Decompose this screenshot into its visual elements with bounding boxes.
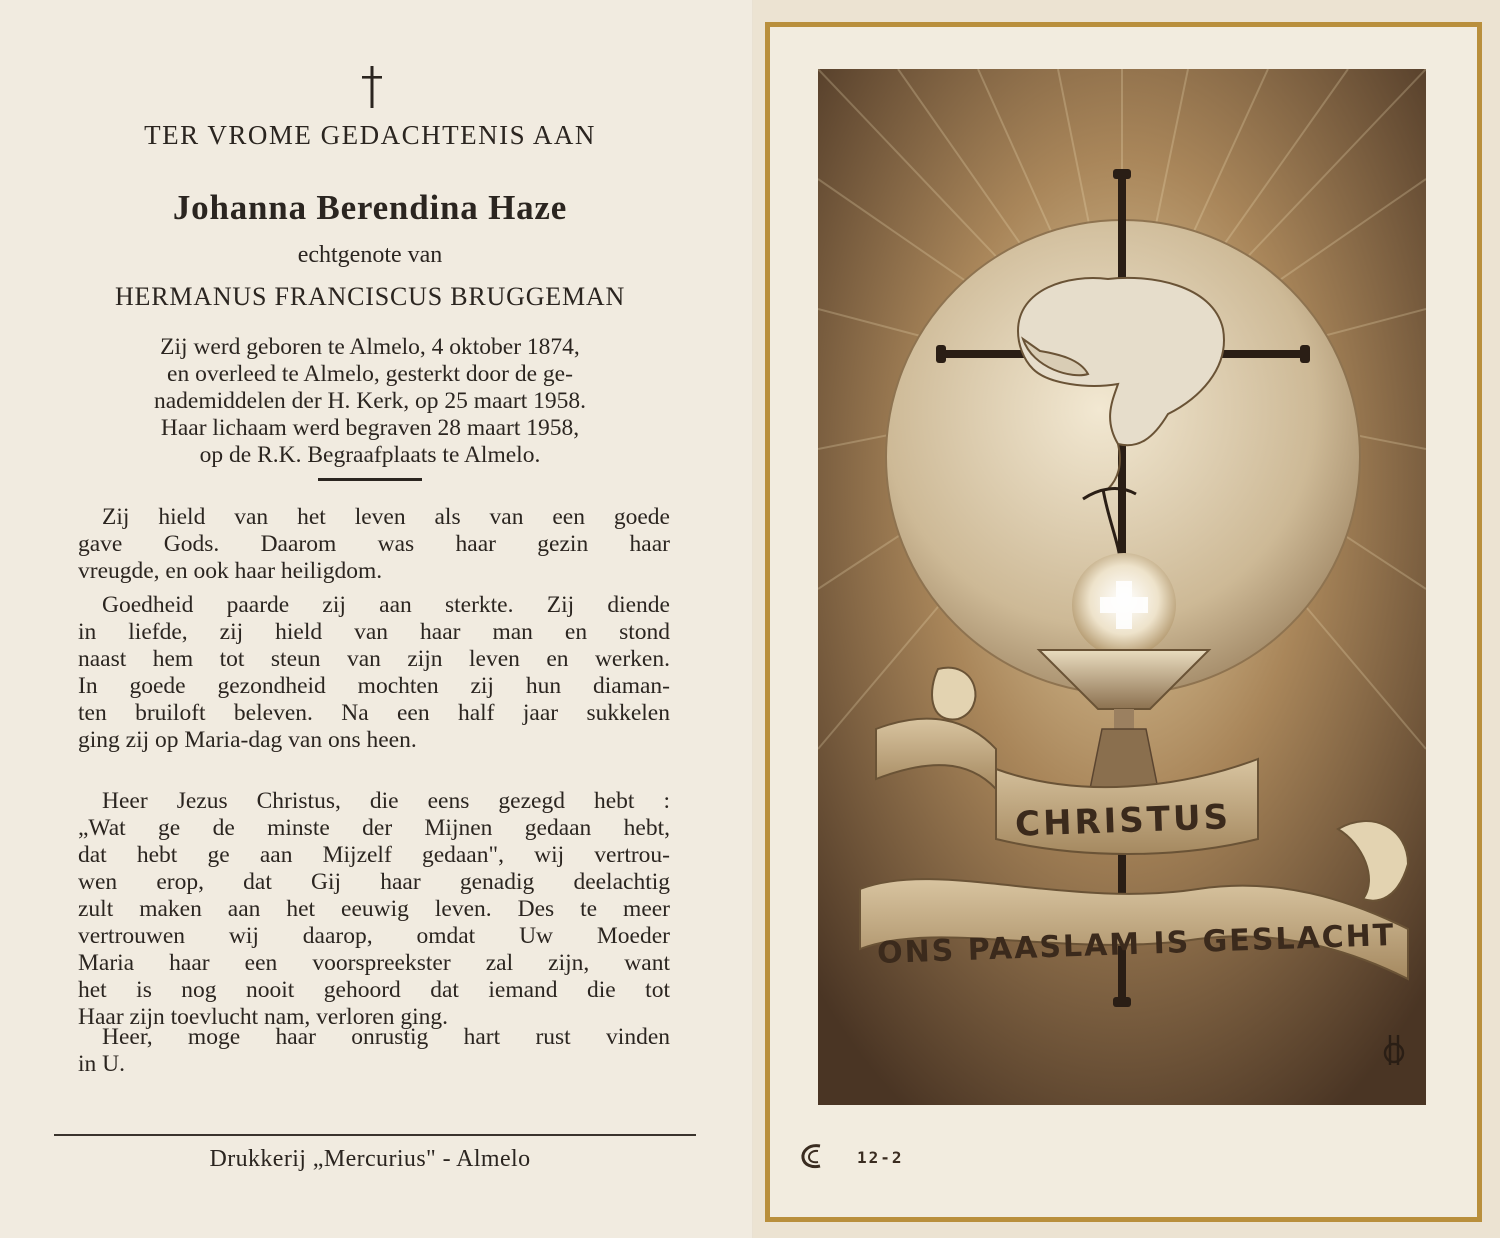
paragraph-goodness — [78, 592, 670, 754]
text-line: vreugde, en ook haar heiligdom. — [78, 558, 383, 584]
separator-rule — [318, 478, 422, 481]
footer-rule — [54, 1134, 696, 1136]
text-line: vertrouwen wij daarop, omdat Uw Moeder — [78, 923, 670, 949]
text-line: ten bruiloft beleven. Na een half jaar sukkelen — [78, 700, 670, 726]
text-line: dat hebt ge aan Mijzelf gedaan", wij vertrou- — [78, 842, 670, 868]
text-line: in liefde, zij hield van haar man en stond — [78, 619, 670, 645]
publisher-mark-icon — [800, 1142, 824, 1170]
text-line: Zij hield van het leven als van een goede — [102, 504, 670, 530]
catalog-number: 12-2 — [857, 1148, 904, 1167]
ribbon-text-christus: CHRISTUS — [1014, 797, 1232, 845]
bio-line: op de R.K. Begraafplaats te Almelo. — [199, 442, 541, 468]
text-line: wen erop, dat Gij haar genadig deelachtig — [78, 869, 670, 895]
paragraph-prayer — [78, 788, 670, 1031]
text-line: „Wat ge de minste der Mijnen gedaan hebt, — [78, 815, 670, 841]
bio-line: nademiddelen der H. Kerk, op 25 maart 1958. — [153, 388, 586, 414]
text-line: ging zij op Maria-dag van ons heen. — [78, 727, 417, 753]
chalice-stem — [1114, 709, 1134, 729]
printer-credit: Drukkerij „Mercurius" - Almelo — [209, 1146, 531, 1172]
bio-line: Zij werd geboren te Almelo, 4 oktober 1874, — [160, 334, 580, 360]
biography-block — [70, 334, 670, 469]
chalice-base — [1090, 729, 1158, 789]
text-line: gave Gods. Daarom was haar gezin haar — [78, 531, 670, 557]
spouse-name: HERMANUS FRANCISCUS BRUGGEMAN — [114, 282, 626, 311]
bio-line: Haar lichaam werd begraven 28 maart 1958, — [160, 415, 580, 441]
memorial-heading: TER VROME GEDACHTENIS AAN — [144, 120, 596, 150]
cross-icon — [362, 66, 382, 108]
paragraph-life — [78, 504, 670, 585]
text-line: het is nog nooit gehoord dat iemand die tot — [78, 977, 670, 1003]
text-line: Maria haar een voorspreekster zal zijn, want — [78, 950, 670, 976]
deceased-name: Johanna Berendina Haze — [172, 188, 568, 227]
text-line: Goedheid paarde zij aan sterkte. Zij diende — [102, 592, 670, 618]
text-line: in U. — [78, 1051, 125, 1077]
text-line: zult maken aan het eeuwig leven. Des te meer — [78, 896, 670, 922]
text-line: naast hem tot steun van zijn leven en werken. — [78, 646, 670, 672]
text-line: Heer Jezus Christus, die eens gezegd hebt : — [102, 788, 670, 814]
spouse-intro: echtgenote van — [297, 242, 443, 268]
ribbon-text-paaslam: ONS PAASLAM IS GESLACHT — [876, 917, 1396, 972]
paschal-lamb-illustration — [818, 69, 1426, 1105]
paragraph-closing — [78, 1024, 670, 1078]
devotional-picture-card — [753, 0, 1500, 1238]
bio-line: en overleed te Almelo, gesterkt door de ge- — [167, 361, 573, 387]
text-line: Haar zijn toevlucht nam, verloren ging. — [78, 1004, 448, 1030]
text-line: Heer, moge haar onrustig hart rust vinden — [102, 1024, 670, 1050]
text-line: In goede gezondheid mochten zij hun diaman- — [78, 673, 670, 699]
